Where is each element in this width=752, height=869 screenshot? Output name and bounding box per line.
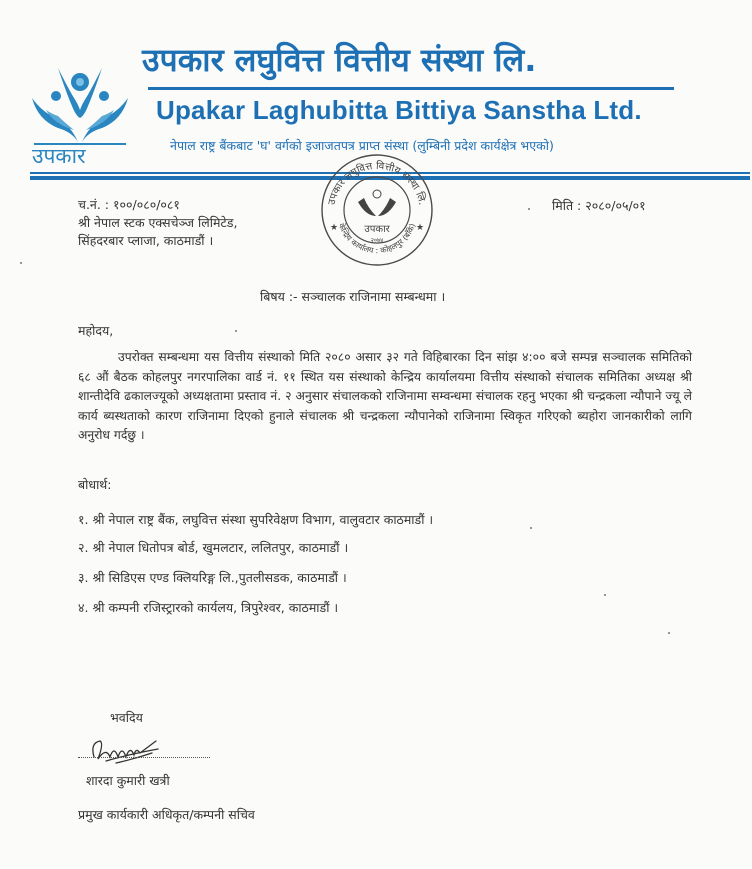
salutation: महोदय, xyxy=(78,323,114,338)
reference-number: च.नं. : १००/०८०/०८१ xyxy=(78,197,180,212)
letter-date: मिति : २०८०/०५/०१ xyxy=(552,198,646,213)
logo-text: उपकार xyxy=(32,144,86,168)
scan-speck xyxy=(20,262,22,264)
stamp-ring-top: उपकार लघुवित्त वित्तीय संस्था लि. xyxy=(326,160,428,207)
company-name-nepali: उपकार लघुवित्त वित्तीय संस्था लि. xyxy=(142,41,537,79)
scan-speck xyxy=(530,527,532,529)
stamp-figure-icon xyxy=(373,190,381,198)
stamp-star-icon: ★ xyxy=(330,223,339,233)
recipient-line-2: सिंहदरबार प्लाजा, काठमाडौं । xyxy=(78,233,214,248)
company-name-english: Upakar Laghubitta Bittiya Sanstha Ltd. xyxy=(156,95,642,125)
stamp-center-text: उपकार xyxy=(364,224,390,235)
cc-item: २. श्री नेपाल धितोपत्र बोर्ड, खुमलटार, ललितपुर, काठमाडौं । xyxy=(78,540,349,555)
letter-body: उपरोक्त सम्बन्धमा यस वित्तीय संस्थाको मिति २०८० असार ३२ गते विहिबारका दिन सांझ ४:०० बजे सम्पन्न सञ्चालक समितिको ६८ औं बैठक कोहलपुर नगरपालिका वार्ड नं. ११ स्थित यस संस्थाको केन्द्रिय कार्यालयमा वित्तीय संस्थाको संचालक समितिका अध्यक्ष श्री शान्तीदेवि ढकालज्यूको अध्यक्षतामा प्रस्ताव नं. २ अनुसार संचालकको राजिनामा सम्वन्धमा संचालक रहनु भएका श्री चन्द्रकला न्यौपाने ज्यू ले कार्य ब्यस्थताको कारण राजिनामा दिएको हुनाले संचालक श्री चन्द्रकला न्यौपानेको राजिनामा स्विकृत गरिएको ब्यहोरा जानकारीको लागि अनुरोध गर्दछु । xyxy=(78,350,692,443)
letter-subject: बिषय :- सञ्चालक राजिनामा सम्बन्धमा । xyxy=(260,289,446,304)
scan-speck xyxy=(604,594,606,596)
stamp-star-icon: ★ xyxy=(416,223,425,233)
handwritten-signature xyxy=(86,733,166,767)
scan-speck xyxy=(528,208,530,210)
scan-speck xyxy=(668,632,670,634)
license-subtitle: नेपाल राष्ट्र बैंकबाट 'घ' वर्गको इजाजतपत्र प्राप्त संस्था (लुम्बिनी प्रदेश कार्यक्षेत्र भएको) xyxy=(170,138,554,153)
stamp-ring-bottom: केन्द्रिय कार्यालय : कोहलपुर (बाँके) xyxy=(336,222,418,256)
stamp-hands-icon xyxy=(358,198,396,216)
signer-name: शारदा कुमारी खत्री xyxy=(86,773,170,788)
recipient-line-1: श्री नेपाल स्टक एक्सचेञ्ज लिमिटेड, xyxy=(78,215,238,230)
signer-title: प्रमुख कार्यकारी अधिकृत/कम्पनी सचिव xyxy=(78,807,255,822)
scan-speck xyxy=(235,330,237,332)
cc-item: १. श्री नेपाल राष्ट्र बैंक, लघुवित्त संस्था सुपरिवेक्षण विभाग, वालुवटार काठमाडौं । xyxy=(78,512,434,527)
cc-item: ३. श्री सिडिएस एण्ड क्लियरिङ्ग लि.,पुतलीसडक, काठमाडौं । xyxy=(78,570,347,585)
closing: भवदिय xyxy=(110,710,143,725)
stamp-year: २०७४ xyxy=(370,237,384,244)
header-rule xyxy=(148,87,674,90)
cc-item: ४. श्री कम्पनी रजिस्ट्रारको कार्यलय, त्रिपुरेश्वर, काठमाडौं । xyxy=(78,600,339,615)
company-seal-stamp xyxy=(316,150,438,268)
cc-label: बोधार्थ: xyxy=(78,477,112,492)
signature-line xyxy=(78,757,210,758)
company-logo xyxy=(28,58,132,168)
